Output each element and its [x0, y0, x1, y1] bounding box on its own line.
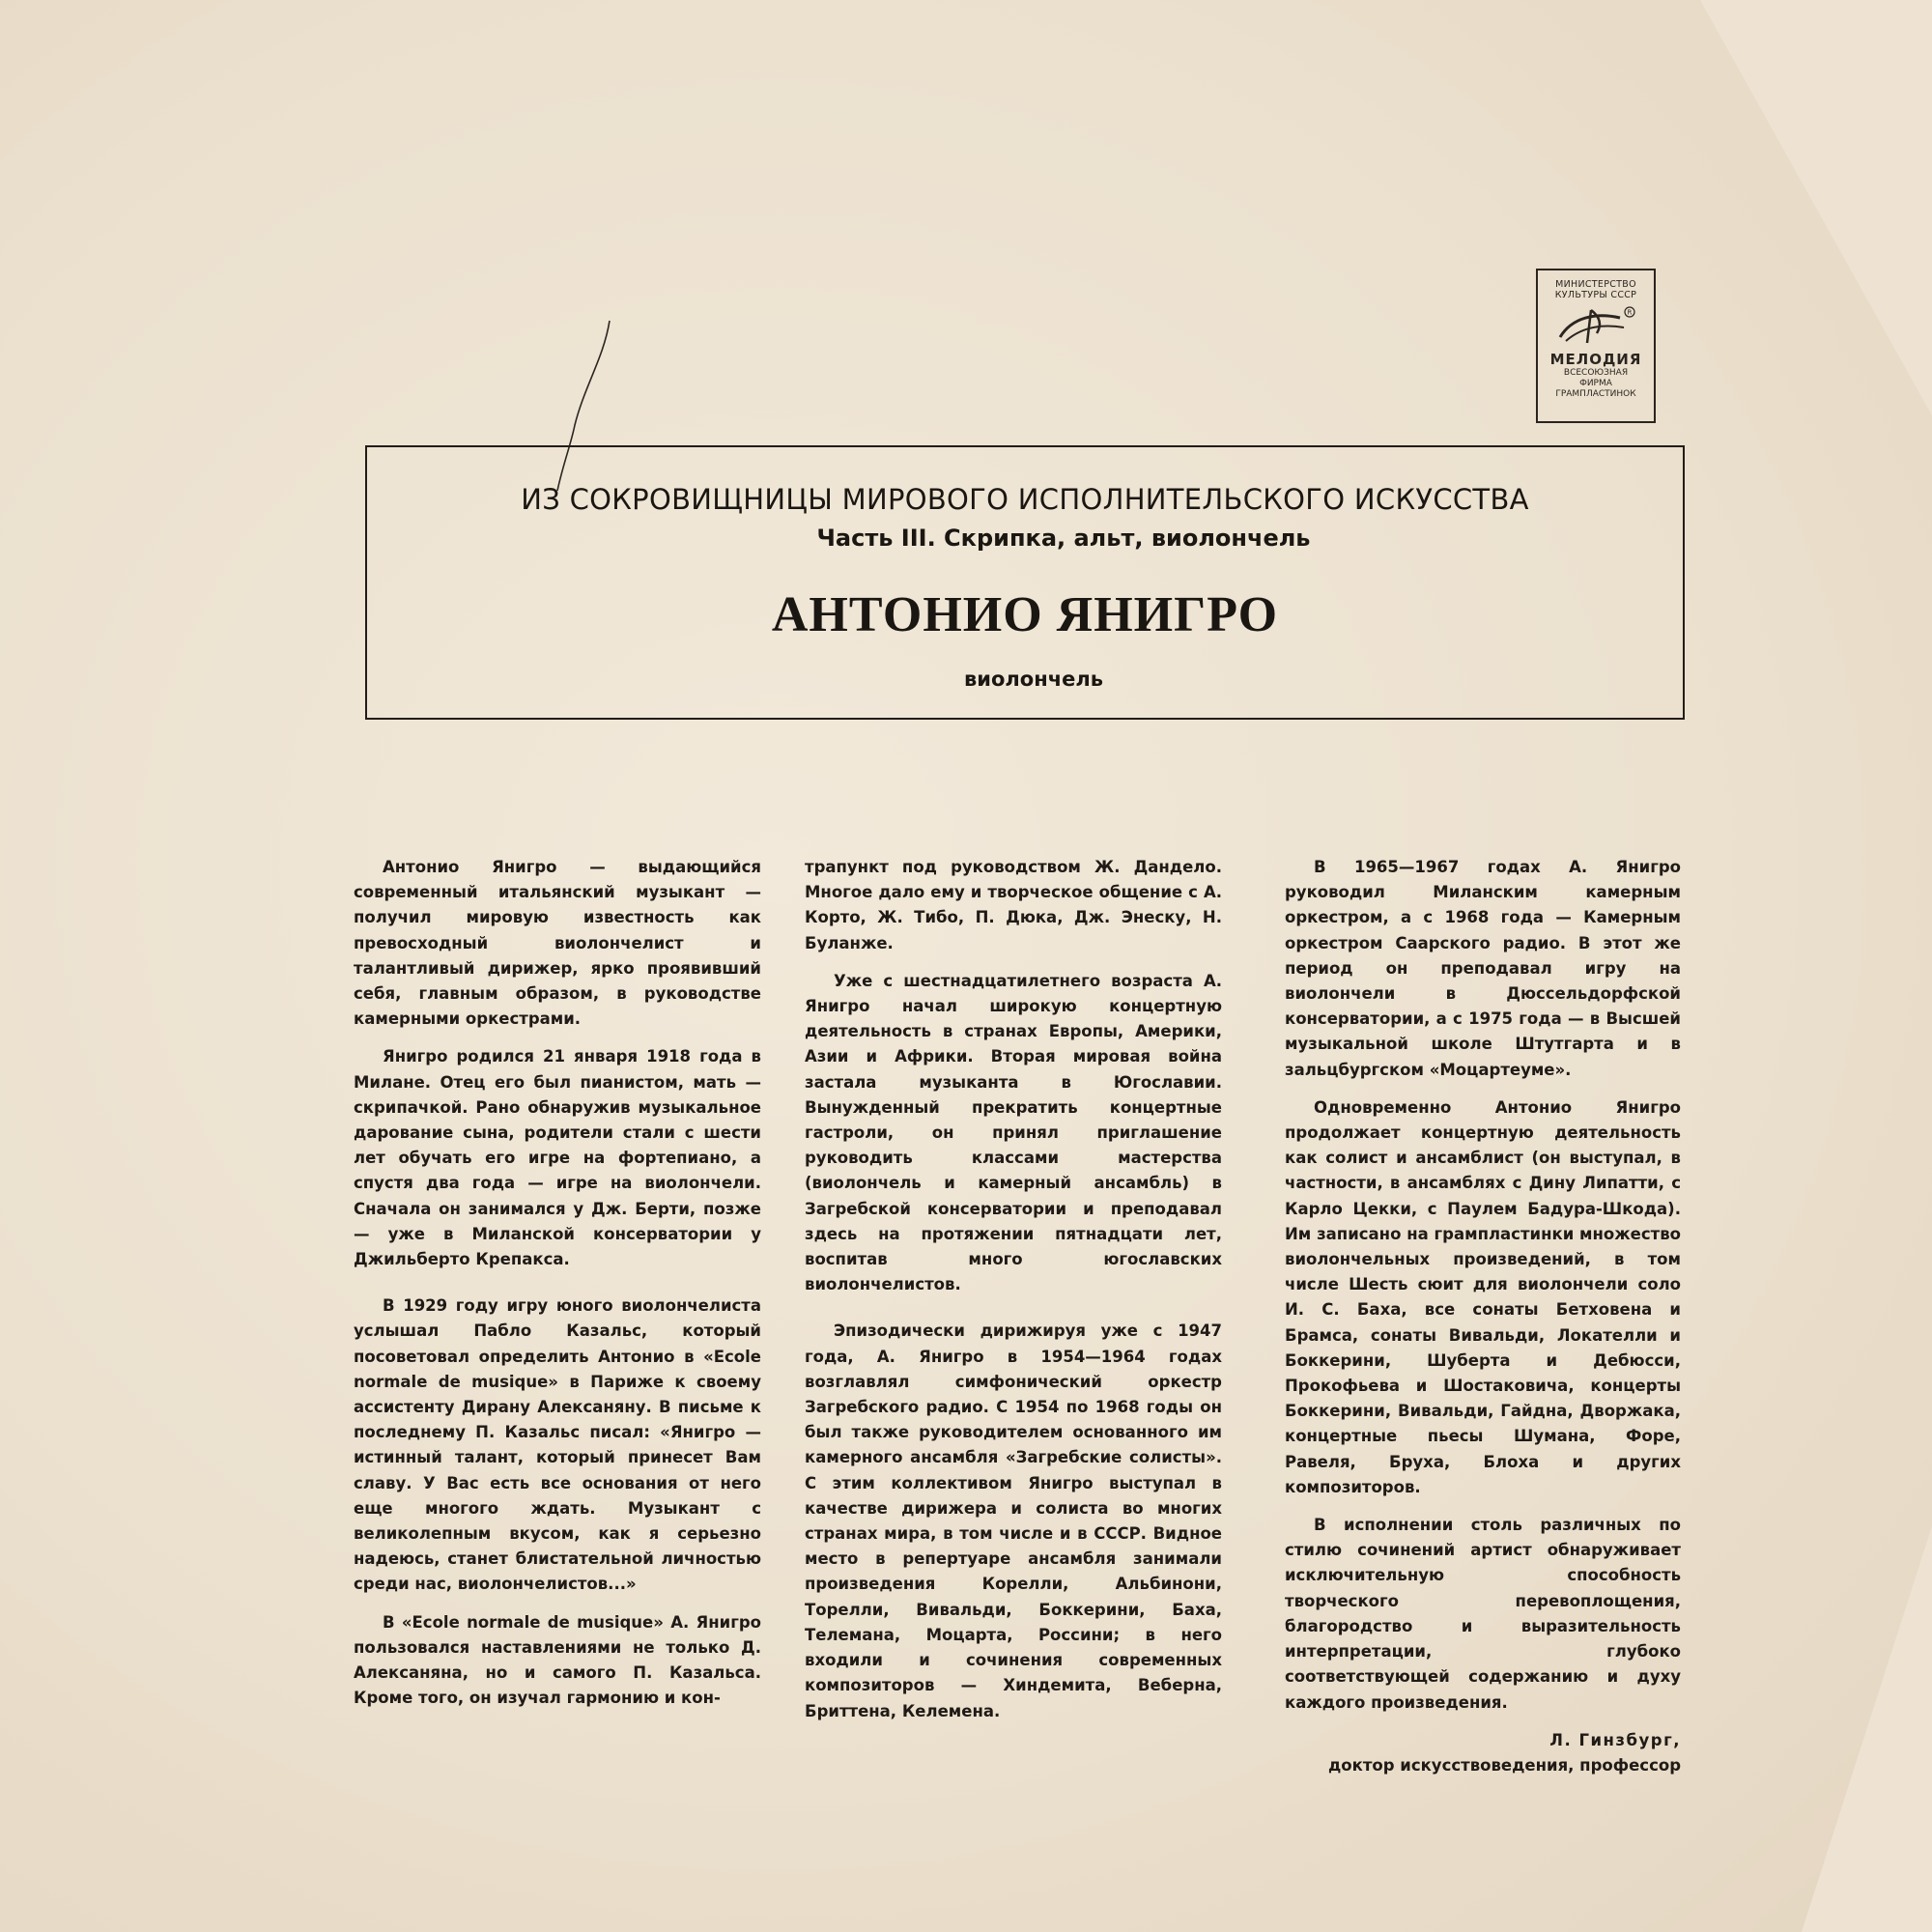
paragraph: Уже с шестнадцатилетнего возраста А. Янигро начал широкую концертную деятельность в странах Европы, Америки, Азии и Африки. Вторая мировая война застала музыканта в Югославии. Вынужденный прекратить концертные гастроли, он принял приглашение руководить классами мастерства (виолончель и камерный ансамбль) в Загребской консерватории и преподавал здесь на протяжении пятнадцати лет, воспитав много югославских виолончелистов.: [805, 971, 1222, 1294]
paragraph: В 1965—1967 годах А. Янигро руководил Миланским камерным оркестром, а с 1968 года — Камерным оркестром Саарского радио. В этот же период он преподавал игру на виолончели в Дюссельдорфской консерватории, а с 1975 года — в Высшей музыкальной школе Штутгарта и в зальцбургском «Моцартеуме».: [1285, 858, 1681, 1079]
logo-subtitle-line3: ГРАМПЛАСТИНОК: [1555, 389, 1636, 399]
paragraph: Одновременно Антонио Янигро продолжает концертную деятельность как солист и ансамблист (он выступал, в частности, в ансамблях с Дину Липатти, с Карло Цекки, с Паулем Бадура-Шкода). Им записано на грампластинки множество виолончельных произведений, в том числе Шесть сюит для виолончели соло И. С. Баха, все сонаты Бетховена и Брамса, сонаты Вивальди, Локателли и Боккерини, Шуберта и Дебюсси, Прокофьева и Шостаковича, концерты Боккерини, Вивальди, Гайдна, Дворжака, концертные пьесы Шумана, Форе, Равеля, Бруха, Блоха и других композиторов.: [1285, 1097, 1681, 1496]
logo-subtitle-line1: ВСЕСОЮЗНАЯ: [1563, 368, 1629, 378]
text-column-3: [1285, 855, 1681, 1778]
text-column-2: [805, 855, 1222, 1737]
melodiya-logo: [1536, 269, 1656, 423]
melodiya-emblem-icon: [1552, 304, 1639, 349]
paragraph: В «Ecole normale de musique» А. Янигро пользовался наставлениями не только Д. Алексаняна, но и самого П. Казальса. Кроме того, он изучал гармонию и кон-: [354, 1612, 761, 1708]
artist-name: АНТОНИО ЯНИГРО: [771, 587, 1279, 642]
logo-ministry-line2: КУЛЬТУРЫ СССР: [1554, 290, 1637, 300]
paragraph: В исполнении столь различных по стилю сочинений артист обнаруживает исключительную способность творческого перевоплощения, благородство и выразительность интерпретации, глубоко соответствующей содержанию и духу каждого произведения.: [1285, 1516, 1681, 1712]
signature: [1285, 1728, 1681, 1778]
title-frame: [365, 445, 1685, 720]
paragraph: трапункт под руководством Ж. Дандело. Многое дало ему и творческое общение с А. Корто, Ж. Тибо, П. Дюка, Дж. Энеску, Н. Буланже.: [805, 858, 1222, 952]
paragraph: Эпизодически дирижируя уже с 1947 года, А. Янигро в 1954—1964 годах возглавлял симфонический оркестр Загребского радио. С 1954 по 1968 годы он был также руководителем основанного им камерного ансамбля «Загребские солисты». С этим коллективом Янигро выступал в качестве дирижера и солиста во многих странах мира, в том числе и в СССР. Видное место в репертуаре ансамбля занимали произведения Корелли, Альбинони, Торелли, Вивальди, Боккерини, Баха, Телемана, Моцарта, Россини; в него входили и сочинения современных композиторов — Хиндемита, Веберна, Бриттена, Келемена.: [805, 1321, 1222, 1720]
series-title: ИЗ СОКРОВИЩНИЦЫ МИРОВОГО ИСПОЛНИТЕЛЬСКОГО ИСКУССТВА: [521, 483, 1529, 516]
paragraph: В 1929 году игру юного виолончелиста услышал Пабло Казальс, который посоветовал определить Антонио в «Ecole normale de musique» в Париже к своему ассистенту Дирану Алексаняну. В письме к последнему П. Казальс писал: «Янигро — истинный талант, который принесет Вам славу. У Вас есть все основания от него еще многого ждать. Музыкант с великолепным вкусом, как я серьезно надеюсь, станет блистательной личностью среди нас, виолончелистов...»: [354, 1296, 761, 1594]
signature-author: Л. Гинзбург,: [1549, 1730, 1681, 1749]
svg-text:R: R: [1627, 308, 1633, 317]
artist-instrument: виолончель: [963, 668, 1104, 691]
signature-title: доктор искусствоведения, профессор: [1327, 1755, 1681, 1775]
logo-ministry-line1: МИНИСТЕРСТВО: [1555, 279, 1636, 290]
text-column-1: [354, 855, 761, 1724]
paragraph: Антонио Янигро — выдающийся современный итальянский музыкант — получил мировую известность как превосходный виолончелист и талантливый дирижер, ярко проявивший себя, главным образом, в руководстве камерными оркестрами.: [354, 858, 761, 1029]
series-part: Часть III. Скрипка, альт, виолончель: [816, 525, 1311, 552]
paragraph: Янигро родился 21 января 1918 года в Милане. Отец его был пианистом, мать — скрипачкой. Рано обнаружив музыкальное дарование сына, родители стали с шести лет обучать его игре на фортепиано, а спустя два года — игре на виолончели. Сначала он занимался у Дж. Берти, позже — уже в Миланской консерватории у Джильберто Крепакса.: [354, 1047, 761, 1269]
logo-subtitle-line2: ФИРМА: [1579, 379, 1612, 388]
logo-brand-name: МЕЛОДИЯ: [1549, 351, 1642, 368]
